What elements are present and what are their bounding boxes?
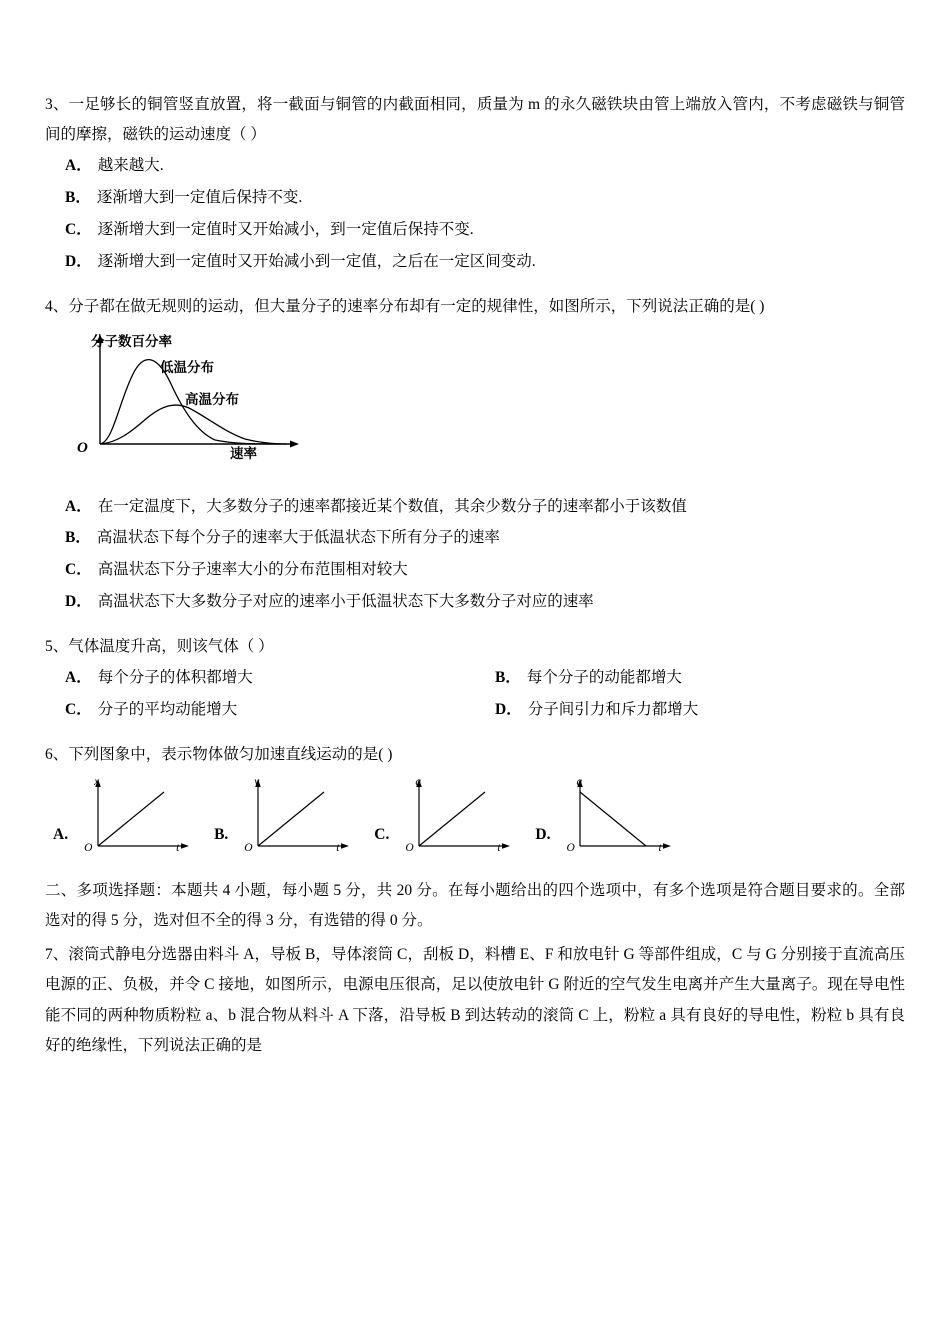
option-text: 逐渐增大到一定值时又开始减小，到一定值后保持不变. <box>97 220 474 238</box>
option-text: 每个分子的体积都增大 <box>97 669 253 686</box>
option-text: 在一定温度下，大多数分子的速率都接近某个数值，其余少数分子的速率都小于该数值 <box>97 497 687 515</box>
option-label: A． <box>65 497 92 515</box>
question-3 <box>45 90 905 278</box>
question-6-graph-a[interactable] <box>53 775 200 862</box>
figure-curve-label-low-temp: 低温分布 <box>160 359 214 375</box>
question-5-option-b[interactable] <box>475 662 905 694</box>
option-label: C． <box>65 220 92 238</box>
question-3-stem: 3、一足够长的铜管竖直放置，将一截面与铜管的内截面相同，质量为 m 的永久磁铁块由管上端放入管内，不考虑磁铁与铜管间的摩擦，磁铁的运动速度（ ） <box>45 96 905 144</box>
option-label: C． <box>65 700 92 718</box>
graph-origin-label: O <box>566 841 575 854</box>
option-text: 逐渐增大到一定值后保持不变. <box>96 189 303 207</box>
question-6-graph-d[interactable] <box>535 775 682 862</box>
graph-origin-label: O <box>244 841 253 854</box>
question-4-option-c[interactable] <box>45 554 905 586</box>
question-4-option-b[interactable] <box>45 522 905 554</box>
graph-x-axis-label: t <box>336 841 340 854</box>
graph-a-t-decreasing <box>554 775 682 862</box>
question-6-stem: 6、下列图象中，表示物体做匀加速直线运动的是( ) <box>45 745 393 763</box>
option-text: 高温状态下每个分子的速率大于低温状态下所有分子的速率 <box>96 529 500 547</box>
graph-a-t-increasing <box>393 775 521 862</box>
question-3-option-c[interactable] <box>45 214 905 246</box>
molecular-speed-distribution-figure <box>55 332 355 477</box>
option-label: B． <box>495 669 521 686</box>
graph-y-axis-label: a <box>576 775 583 788</box>
option-label: D． <box>495 700 522 718</box>
option-text: 逐渐增大到一定值时又开始减小到一定值，之后在一定区间变动. <box>97 252 536 270</box>
option-label: B． <box>65 189 91 207</box>
graph-origin-label: O <box>84 841 93 854</box>
figure-x-axis-label: 速率 <box>230 445 257 461</box>
question-6-graphs <box>45 775 905 862</box>
question-3-option-b[interactable] <box>45 182 905 214</box>
question-7-stem: 7、滚筒式静电分选器由料斗 A，导板 B，导体滚筒 C，刮板 D，料槽 E、F 和放电针 G 等部件组成，C 与 G 分别接于直流高压电源的正、负极，并令 C 接地，如图所示，电源电压很高，足以使放电针 G 附近的空气发生电离并产生大量离子。现在导电性能不同的两种物质粉粒 a、b 混合物从料斗 A 下落，沿导板 B 到达转动的滚筒 C 上，粉粒 a 具有良好的导电性，粉粒 b 具有良好的绝缘性，下列说法正确的是 <box>45 946 905 1054</box>
option-text: 分子的平均动能增大 <box>97 700 238 718</box>
question-4 <box>45 292 905 618</box>
graph-y-axis-label: v <box>254 775 260 788</box>
option-label: B． <box>65 529 91 547</box>
question-5-option-c[interactable] <box>45 694 475 726</box>
option-text: 高温状态下大多数分子对应的速率小于低温状态下大多数分子对应的速率 <box>97 593 594 611</box>
question-4-option-a[interactable] <box>45 491 905 523</box>
option-label: A． <box>65 669 92 686</box>
graph-x-axis-label: t <box>658 841 662 854</box>
graph-label: C. <box>374 825 390 843</box>
option-text: 越来越大. <box>97 157 164 175</box>
question-5-options <box>45 662 905 726</box>
question-5-stem: 5、气体温度升高，则该气体（ ） <box>45 637 274 655</box>
graph-x-t <box>72 775 200 862</box>
question-6-graph-b[interactable] <box>214 775 360 862</box>
option-label: A． <box>65 157 92 175</box>
question-6 <box>45 740 905 862</box>
option-text: 每个分子的动能都增大 <box>526 669 682 686</box>
option-text: 分子间引力和斥力都增大 <box>527 700 699 718</box>
question-4-option-d[interactable] <box>45 586 905 618</box>
question-5-option-d[interactable] <box>475 694 905 726</box>
graph-label: B. <box>214 825 229 843</box>
question-4-stem: 4、分子都在做无规则的运动，但大量分子的速率分布却有一定的规律性，如图所示，下列说法正确的是( ) <box>45 297 765 315</box>
graph-x-axis-label: t <box>176 841 180 854</box>
graph-v-t <box>232 775 360 862</box>
graph-label: A. <box>53 825 69 843</box>
option-text: 高温状态下分子速率大小的分布范围相对较大 <box>97 561 408 579</box>
question-5 <box>45 632 905 726</box>
graph-y-axis-label: x <box>94 775 100 788</box>
section-2-heading: 二、多项选择题：本题共 4 小题，每小题 5 分，共 20 分。在每小题给出的四个选项中，有多个选项是符合题目要求的。全部选对的得 5 分，选对但不全的得 3 分，有选错的得 0 分。 <box>45 881 905 929</box>
graph-x-axis-label: t <box>497 841 501 854</box>
option-label: D． <box>65 593 92 611</box>
figure-origin-label: O <box>77 439 88 456</box>
graph-label: D. <box>535 825 551 843</box>
graph-origin-label: O <box>405 841 414 854</box>
option-label: C． <box>65 561 92 579</box>
option-label: D． <box>65 252 92 270</box>
question-3-option-d[interactable] <box>45 246 905 278</box>
question-5-option-a[interactable] <box>45 662 475 694</box>
graph-y-axis-label: a <box>415 775 422 788</box>
question-3-option-a[interactable] <box>45 150 905 182</box>
figure-y-axis-label: 分子数百分率 <box>91 333 172 349</box>
figure-curve-label-high-temp: 高温分布 <box>185 391 239 407</box>
question-6-graph-c[interactable] <box>374 775 521 862</box>
